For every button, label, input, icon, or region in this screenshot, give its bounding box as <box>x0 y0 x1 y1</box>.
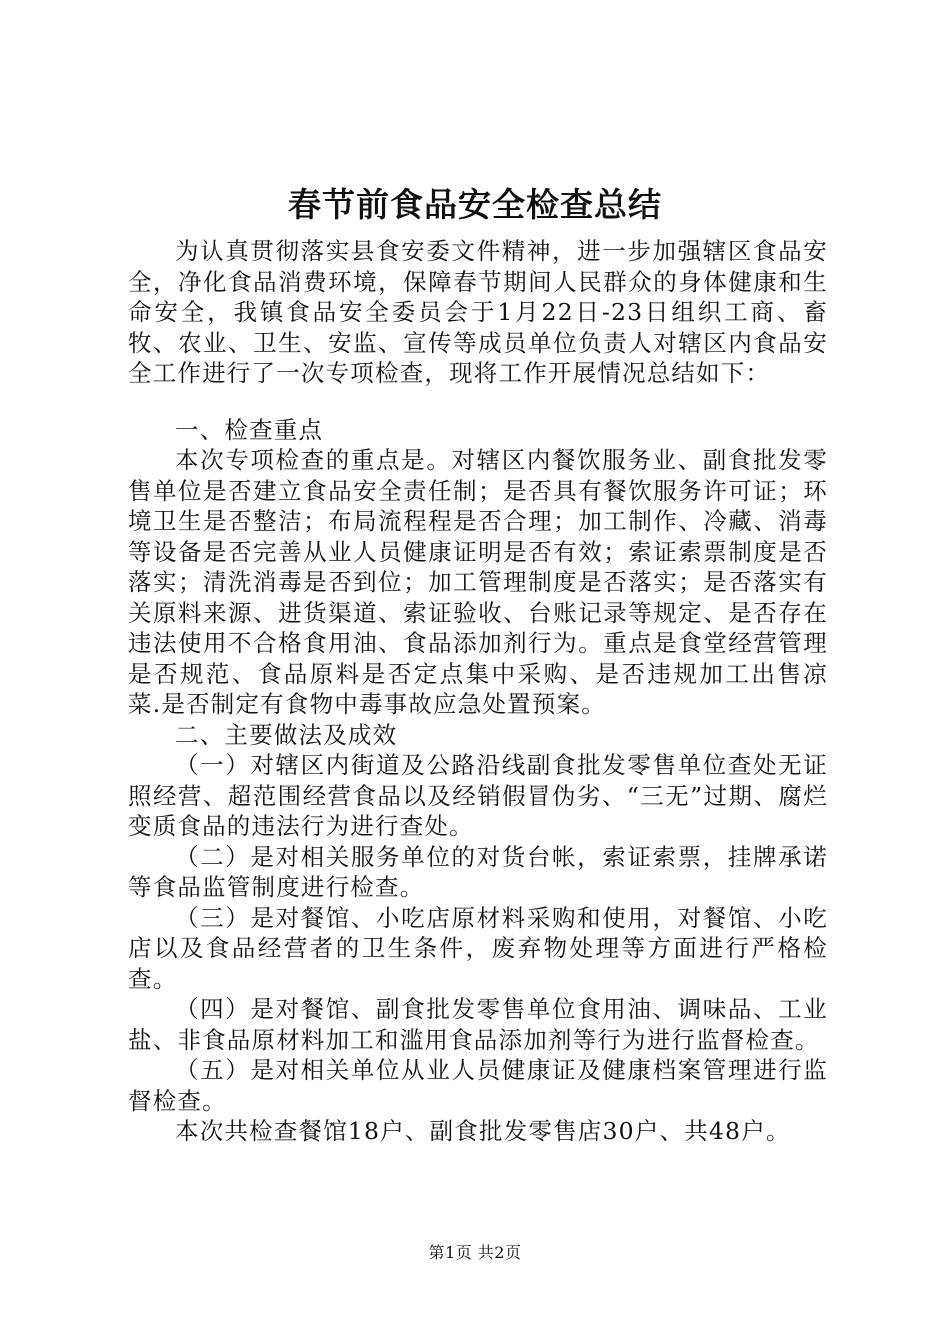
section-heading-main-measures: 二、主要做法及成效 <box>175 720 398 749</box>
summary-paragraph: 本次共检查餐馆18户、副食批发零售店30户、共48户。 <box>175 1117 791 1145</box>
document-body <box>128 236 828 1147</box>
intro-paragraph: 为认真贯彻落实县食安委文件精神，进一步加强辖区食品安全，净化食品消费环境，保障春节期间人民群众的身体健康和生命安全，我镇食品安全委员会于1月22日-23日组织工商、畜牧、农业、卫生、安监、宣传等成员单位负责人对辖区内食品安全工作进行了一次专项检查，现将工作开展情况总结如下： <box>128 237 828 387</box>
measure-item-4: （四）是对餐馆、副食批发零售单位食用油、调味品、工业盐、非食品原材料加工和滥用食品添加剂等行为进行监督检查。 <box>128 995 828 1054</box>
document-title: 春节前食品安全检查总结 <box>288 185 662 224</box>
page-footer: 第1页 共2页 <box>428 1243 522 1262</box>
measure-item-2: （二）是对相关服务单位的对货台帐，索证索票，挂牌承诺等食品监管制度进行检查。 <box>128 842 828 901</box>
measure-item-5: （五）是对相关单位从业人员健康证及健康档案管理进行监督检查。 <box>128 1056 828 1115</box>
section-heading-inspection-focus: 一、检查重点 <box>175 415 324 444</box>
inspection-focus-paragraph: 本次专项检查的重点是。对辖区内餐饮服务业、副食批发零售单位是否建立食品安全责任制；是否具有餐饮服务许可证；环境卫生是否整洁；布局流程程是否合理；加工制作、冷藏、消毒等设备是否完善从业人员健康证明是否有效；索证索票制度是否落实；清洗消毒是否到位；加工管理制度是否落实；是否落实有关原料来源、进货渠道、索证验收、台账记录等规定、是否存在违法使用不合格食用油、食品添加剂行为。重点是食堂经营管理是否规范、食品原料是否定点集中采购、是否违规加工出售凉菜.是否制定有食物中毒事故应急处置预案。 <box>128 446 828 718</box>
measure-item-3: （三）是对餐馆、小吃店原材料采购和使用，对餐馆、小吃店以及食品经营者的卫生条件，废弃物处理等方面进行严格检查。 <box>128 903 828 993</box>
measure-item-1: （一）对辖区内街道及公路沿线副食批发零售单位查处无证照经营、超范围经营食品以及经销假冒伪劣、“三无”过期、腐烂变质食品的违法行为进行查处。 <box>128 751 828 840</box>
